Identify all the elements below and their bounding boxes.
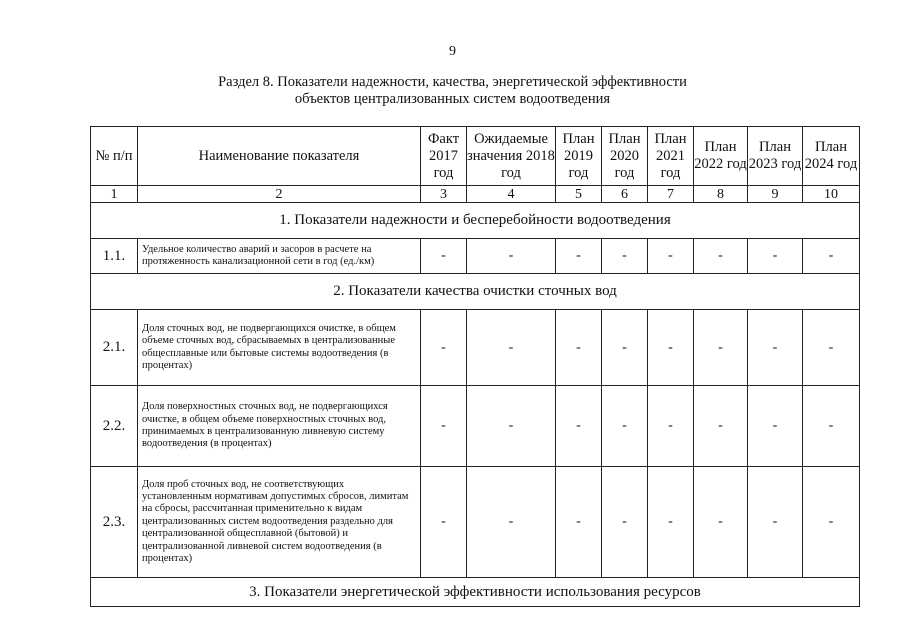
col-number: 3 bbox=[421, 186, 467, 203]
value-cell: - bbox=[803, 467, 860, 578]
table-row bbox=[91, 239, 860, 274]
value-cell: - bbox=[648, 310, 694, 386]
section-1-title: 1. Показатели надежности и бесперебойности водоотведения bbox=[91, 203, 860, 239]
col-number: 1 bbox=[91, 186, 138, 203]
value-cell: - bbox=[421, 239, 467, 274]
section-2-title: 2. Показатели качества очистки сточных вод bbox=[91, 274, 860, 310]
indicator-description: Доля поверхностных сточных вод, не подвергающихся очистке, в общем объеме поверхностных сточных вод, принимаемых в централизованную ливневую систему водоотведения (в процентах) bbox=[138, 386, 421, 467]
header-plan-2019: План 2019 год bbox=[556, 127, 602, 186]
value-cell: - bbox=[694, 239, 748, 274]
section-row bbox=[91, 578, 860, 607]
value-cell: - bbox=[748, 386, 803, 467]
col-number: 5 bbox=[556, 186, 602, 203]
header-num: № п/п bbox=[91, 127, 138, 186]
row-number: 2.1. bbox=[91, 310, 138, 386]
value-cell: - bbox=[556, 467, 602, 578]
col-number: 8 bbox=[694, 186, 748, 203]
header-plan-2020: План 2020 год bbox=[602, 127, 648, 186]
page-number: 9 bbox=[449, 44, 456, 59]
value-cell: - bbox=[694, 310, 748, 386]
header-plan-2021: План 2021 год bbox=[648, 127, 694, 186]
row-number: 2.3. bbox=[91, 467, 138, 578]
section-title bbox=[0, 74, 905, 108]
value-cell: - bbox=[467, 310, 556, 386]
value-cell: - bbox=[421, 467, 467, 578]
value-cell: - bbox=[602, 386, 648, 467]
indicator-description: Доля сточных вод, не подвергающихся очистке, в общем объеме сточных вод, сбрасываемых в централизованные общесплавные или бытовые системы водоотведения (в процентах) bbox=[138, 310, 421, 386]
value-cell: - bbox=[694, 386, 748, 467]
value-cell: - bbox=[556, 239, 602, 274]
header-plan-2024: План 2024 год bbox=[803, 127, 860, 186]
header-expected-2018: Ожидаемые значения 2018 год bbox=[467, 127, 556, 186]
value-cell: - bbox=[602, 310, 648, 386]
value-cell: - bbox=[803, 239, 860, 274]
section-row bbox=[91, 203, 860, 239]
value-cell: - bbox=[803, 310, 860, 386]
col-number: 7 bbox=[648, 186, 694, 203]
table-row bbox=[91, 310, 860, 386]
col-number: 10 bbox=[803, 186, 860, 203]
header-plan-2023: План 2023 год bbox=[748, 127, 803, 186]
value-cell: - bbox=[803, 386, 860, 467]
value-cell: - bbox=[648, 467, 694, 578]
table-row bbox=[91, 386, 860, 467]
value-cell: - bbox=[421, 386, 467, 467]
section-row bbox=[91, 274, 860, 310]
indicator-description: Удельное количество аварий и засоров в расчете на протяженность канализационной сети в год (ед./км) bbox=[138, 239, 421, 274]
section-3-title: 3. Показатели энергетической эффективности использования ресурсов bbox=[91, 578, 860, 607]
value-cell: - bbox=[421, 310, 467, 386]
value-cell: - bbox=[602, 239, 648, 274]
col-number: 9 bbox=[748, 186, 803, 203]
value-cell: - bbox=[694, 467, 748, 578]
header-name: Наименование показателя bbox=[138, 127, 421, 186]
section-title-line1: Раздел 8. Показатели надежности, качества, энергетической эффективности bbox=[218, 74, 687, 90]
row-number: 1.1. bbox=[91, 239, 138, 274]
indicator-description: Доля проб сточных вод, не соответствующих установленным нормативам допустимых сбросов, лимитам на сбросы, рассчитанная применительно к видам централизованных систем водоотведения раздельно для централизованной общесплавной (бытовой) и централизованной ливневой систем водоотведения (в процентах) bbox=[138, 467, 421, 578]
col-number: 4 bbox=[467, 186, 556, 203]
value-cell: - bbox=[556, 386, 602, 467]
header-fact-2017: Факт 2017 год bbox=[421, 127, 467, 186]
value-cell: - bbox=[602, 467, 648, 578]
value-cell: - bbox=[648, 239, 694, 274]
value-cell: - bbox=[748, 310, 803, 386]
indicators-table bbox=[90, 126, 860, 607]
value-cell: - bbox=[748, 239, 803, 274]
value-cell: - bbox=[648, 386, 694, 467]
table-row bbox=[91, 467, 860, 578]
value-cell: - bbox=[467, 386, 556, 467]
value-cell: - bbox=[556, 310, 602, 386]
column-number-row bbox=[91, 186, 860, 203]
value-cell: - bbox=[748, 467, 803, 578]
value-cell: - bbox=[467, 467, 556, 578]
value-cell: - bbox=[467, 239, 556, 274]
row-number: 2.2. bbox=[91, 386, 138, 467]
section-title-line2: объектов централизованных систем водоотведения bbox=[294, 91, 611, 107]
table-header-row bbox=[91, 127, 860, 186]
col-number: 2 bbox=[138, 186, 421, 203]
col-number: 6 bbox=[602, 186, 648, 203]
header-plan-2022: План 2022 год bbox=[694, 127, 748, 186]
